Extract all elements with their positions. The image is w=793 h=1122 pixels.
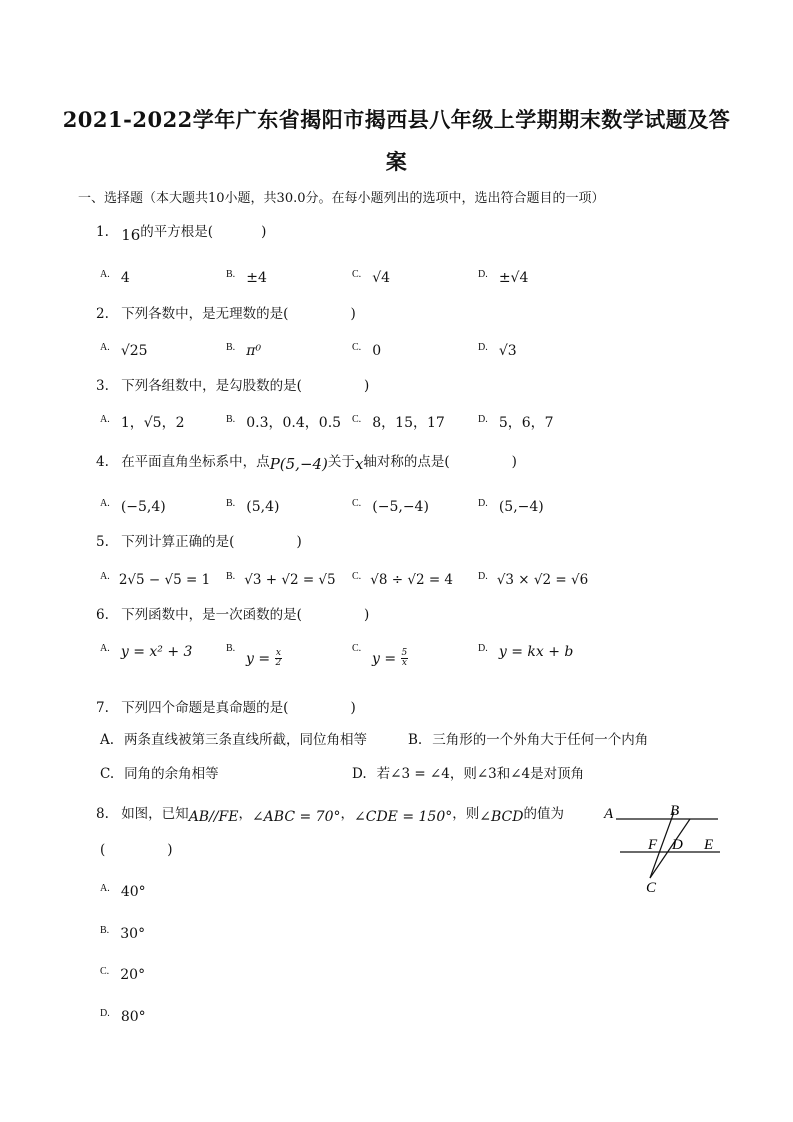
geometry-figure — [598, 798, 728, 898]
option-label: B. — [226, 498, 236, 509]
q4-option-c[interactable] — [352, 491, 429, 515]
fraction-numerator: 5 — [401, 648, 408, 658]
point-label-f: F — [648, 837, 658, 853]
q8-answer-paren — [100, 842, 173, 858]
question-number: 6. — [96, 607, 109, 623]
question-close-paren: ) — [261, 224, 267, 240]
option-text: 0.3，0.4，0.5 — [246, 415, 342, 431]
option-text: 40° — [120, 884, 146, 900]
option-label: A. — [100, 342, 110, 353]
option-label: C. — [352, 571, 362, 582]
option-label: C. — [100, 766, 115, 782]
question-text: 的平方根是( — [140, 224, 214, 240]
option-label: A. — [100, 732, 115, 748]
q7-option-d[interactable] — [352, 762, 584, 782]
point-label-a: A — [604, 806, 614, 822]
q7-option-c[interactable] — [100, 762, 219, 782]
fraction — [401, 649, 409, 668]
q2-option-a[interactable] — [100, 335, 148, 359]
question-text: 下列各组数中，是勾股数的是( — [121, 378, 302, 394]
question-close-paren: ) — [350, 700, 356, 716]
option-text: √4 — [372, 270, 391, 286]
q6-option-b[interactable] — [226, 636, 282, 668]
option-label: C. — [100, 966, 110, 977]
question-text: 下列四个命题是真命题的是( — [121, 700, 289, 716]
q8-option-b[interactable] — [100, 918, 146, 942]
option-label: B. — [226, 571, 236, 582]
option-text: 20° — [120, 967, 146, 983]
option-text: √3 × √2 = √6 — [496, 572, 589, 588]
option-text: 若∠3 = ∠4，则∠3和∠4是对顶角 — [376, 766, 585, 782]
option-text: y = kx + b — [498, 644, 574, 660]
section-heading: 一、选择题（本大题共10小题，共30.0分。在每小题列出的选项中，选出符合题目的一项） — [78, 191, 605, 206]
option-text: 80° — [120, 1009, 146, 1025]
q8-option-d[interactable] — [100, 1001, 146, 1025]
option-fraction-expression — [246, 648, 282, 668]
question-number: 7. — [96, 700, 109, 716]
question-math: ∠BCD — [479, 809, 524, 825]
question-number: 1. — [96, 224, 109, 240]
q4-option-b[interactable] — [226, 491, 280, 515]
question-close-paren: ) — [511, 454, 517, 470]
question-math: ∠ABC = 70° — [251, 809, 341, 825]
question-number: 4. — [96, 454, 109, 470]
q7-option-a[interactable] — [100, 728, 367, 748]
question-close-paren: ) — [296, 534, 302, 550]
question-text: ， — [340, 806, 354, 822]
option-text: (5,−4) — [498, 499, 544, 515]
question-text: 下列各数中，是无理数的是( — [121, 306, 289, 322]
option-text: √25 — [120, 343, 148, 359]
option-text: √3 + √2 = √5 — [244, 572, 336, 588]
option-text: 同角的余角相等 — [124, 766, 219, 782]
question-math: P(5,−4) — [269, 455, 328, 473]
fraction — [275, 649, 283, 668]
option-label: A. — [100, 498, 110, 509]
option-label: A. — [100, 643, 110, 654]
question-text: 在平面直角坐标系中，点 — [121, 454, 270, 470]
q2-option-d[interactable] — [478, 335, 517, 359]
q6-option-d[interactable] — [478, 636, 574, 660]
point-label-d: D — [672, 837, 683, 853]
point-label-b: B — [670, 803, 680, 819]
question-number: 3. — [96, 378, 109, 394]
option-text: y = x² + 3 — [120, 644, 193, 660]
question-close-paren: ) — [167, 842, 173, 858]
q1-option-d[interactable] — [478, 262, 529, 286]
fraction-denominator: 2 — [275, 658, 282, 668]
q3-option-a[interactable] — [100, 407, 185, 431]
question-number: 8. — [96, 806, 109, 822]
option-label: B. — [226, 342, 236, 353]
option-label: D. — [478, 269, 488, 280]
fraction-denominator: x — [401, 658, 407, 668]
q3-option-c[interactable] — [352, 407, 445, 431]
question-6 — [96, 603, 369, 623]
option-text: y = — [246, 651, 275, 667]
q2-option-b[interactable] — [226, 335, 262, 359]
option-text: 8，15，17 — [372, 415, 445, 431]
option-label: D. — [478, 342, 488, 353]
option-label: D. — [478, 571, 488, 582]
question-close-paren: ) — [363, 378, 370, 394]
q4-option-d[interactable] — [478, 491, 544, 515]
option-text: π⁰ — [246, 343, 262, 359]
q1-option-c[interactable] — [352, 262, 391, 286]
question-close-paren: ) — [350, 306, 356, 322]
option-label: D. — [478, 498, 488, 509]
question-number: 5. — [96, 534, 109, 550]
question-math: x — [354, 455, 364, 473]
option-label: D. — [478, 643, 488, 654]
option-text: (−5,4) — [120, 499, 166, 515]
question-1 — [96, 220, 267, 244]
question-text: 下列计算正确的是( — [121, 534, 235, 550]
option-label: B. — [226, 414, 236, 425]
question-text: 如图，已知 — [121, 806, 189, 822]
option-label: C. — [352, 342, 362, 353]
q3-option-d[interactable] — [478, 407, 554, 431]
option-text: 30° — [120, 926, 146, 942]
option-label: A. — [100, 414, 110, 425]
option-text: 2√5 − √5 = 1 — [118, 572, 211, 588]
option-label: A. — [100, 269, 110, 280]
question-text: ，则 — [452, 806, 480, 822]
question-2 — [96, 302, 356, 322]
option-text: 0 — [372, 343, 382, 359]
question-math: 16 — [121, 226, 141, 244]
option-fraction-expression — [372, 648, 408, 668]
page-title: 2021-2022学年广东省揭阳市揭西县八年级上学期期末数学试题及答 — [62, 107, 731, 132]
option-label: B. — [226, 269, 236, 280]
option-text: 两条直线被第三条直线所截，同位角相等 — [124, 732, 368, 748]
question-math: ∠CDE = 150° — [354, 809, 453, 825]
question-text: 关于 — [327, 454, 355, 470]
option-label: B. — [226, 643, 236, 654]
option-text: (−5,−4) — [372, 499, 429, 515]
point-label-c: C — [646, 880, 657, 896]
q1-option-b[interactable] — [226, 262, 267, 286]
question-text: 的值为 — [523, 806, 564, 822]
option-text: 1，√5，2 — [120, 415, 185, 431]
question-text: 轴对称的点是( — [363, 454, 450, 470]
fraction-numerator: x — [275, 648, 281, 658]
option-text: y = — [372, 651, 401, 667]
question-math: AB//FE — [188, 809, 239, 825]
q8-option-a[interactable] — [100, 876, 146, 900]
q5-option-a[interactable] — [100, 564, 211, 588]
q4-option-a[interactable] — [100, 491, 166, 515]
question-text: ， — [238, 806, 252, 822]
question-open-paren: ( — [100, 842, 106, 858]
question-3 — [96, 374, 369, 394]
option-label: C. — [352, 269, 362, 280]
option-text: (5,4) — [246, 499, 280, 515]
q5-option-c[interactable] — [352, 564, 454, 588]
question-number: 2. — [96, 306, 109, 322]
q3-option-b[interactable] — [226, 407, 342, 431]
option-label: C. — [352, 643, 362, 654]
q1-option-a[interactable] — [100, 262, 130, 286]
q6-option-c[interactable] — [352, 636, 408, 668]
q6-option-a[interactable] — [100, 636, 193, 660]
option-label: D. — [100, 1008, 110, 1019]
option-text: 4 — [120, 270, 130, 286]
question-close-paren: ) — [363, 607, 370, 623]
question-5 — [96, 530, 302, 550]
option-label: A. — [100, 883, 110, 894]
option-text: √8 ÷ √2 = 4 — [370, 572, 454, 588]
point-label-e: E — [704, 837, 714, 853]
option-label: D. — [352, 766, 367, 782]
q5-option-d[interactable] — [478, 564, 589, 588]
option-text: ±√4 — [498, 270, 529, 286]
question-text: 下列函数中，是一次函数的是( — [121, 607, 302, 623]
option-label: A. — [100, 571, 110, 582]
q5-option-b[interactable] — [226, 564, 336, 588]
question-4 — [96, 450, 517, 473]
page-title-continued: 案 — [385, 149, 408, 174]
option-text: ±4 — [246, 270, 267, 286]
option-label: B. — [100, 925, 110, 936]
option-text: √3 — [498, 343, 517, 359]
q2-option-c[interactable] — [352, 335, 382, 359]
q8-option-c[interactable] — [100, 959, 146, 983]
option-label: D. — [478, 414, 488, 425]
option-label: C. — [352, 498, 362, 509]
option-text: 三角形的一个外角大于任何一个内角 — [432, 732, 649, 748]
option-label: B. — [408, 732, 423, 748]
option-text: 5，6，7 — [498, 415, 554, 431]
question-8 — [96, 802, 564, 825]
question-7 — [96, 696, 356, 716]
option-label: C. — [352, 414, 362, 425]
q7-option-b[interactable] — [408, 728, 648, 748]
